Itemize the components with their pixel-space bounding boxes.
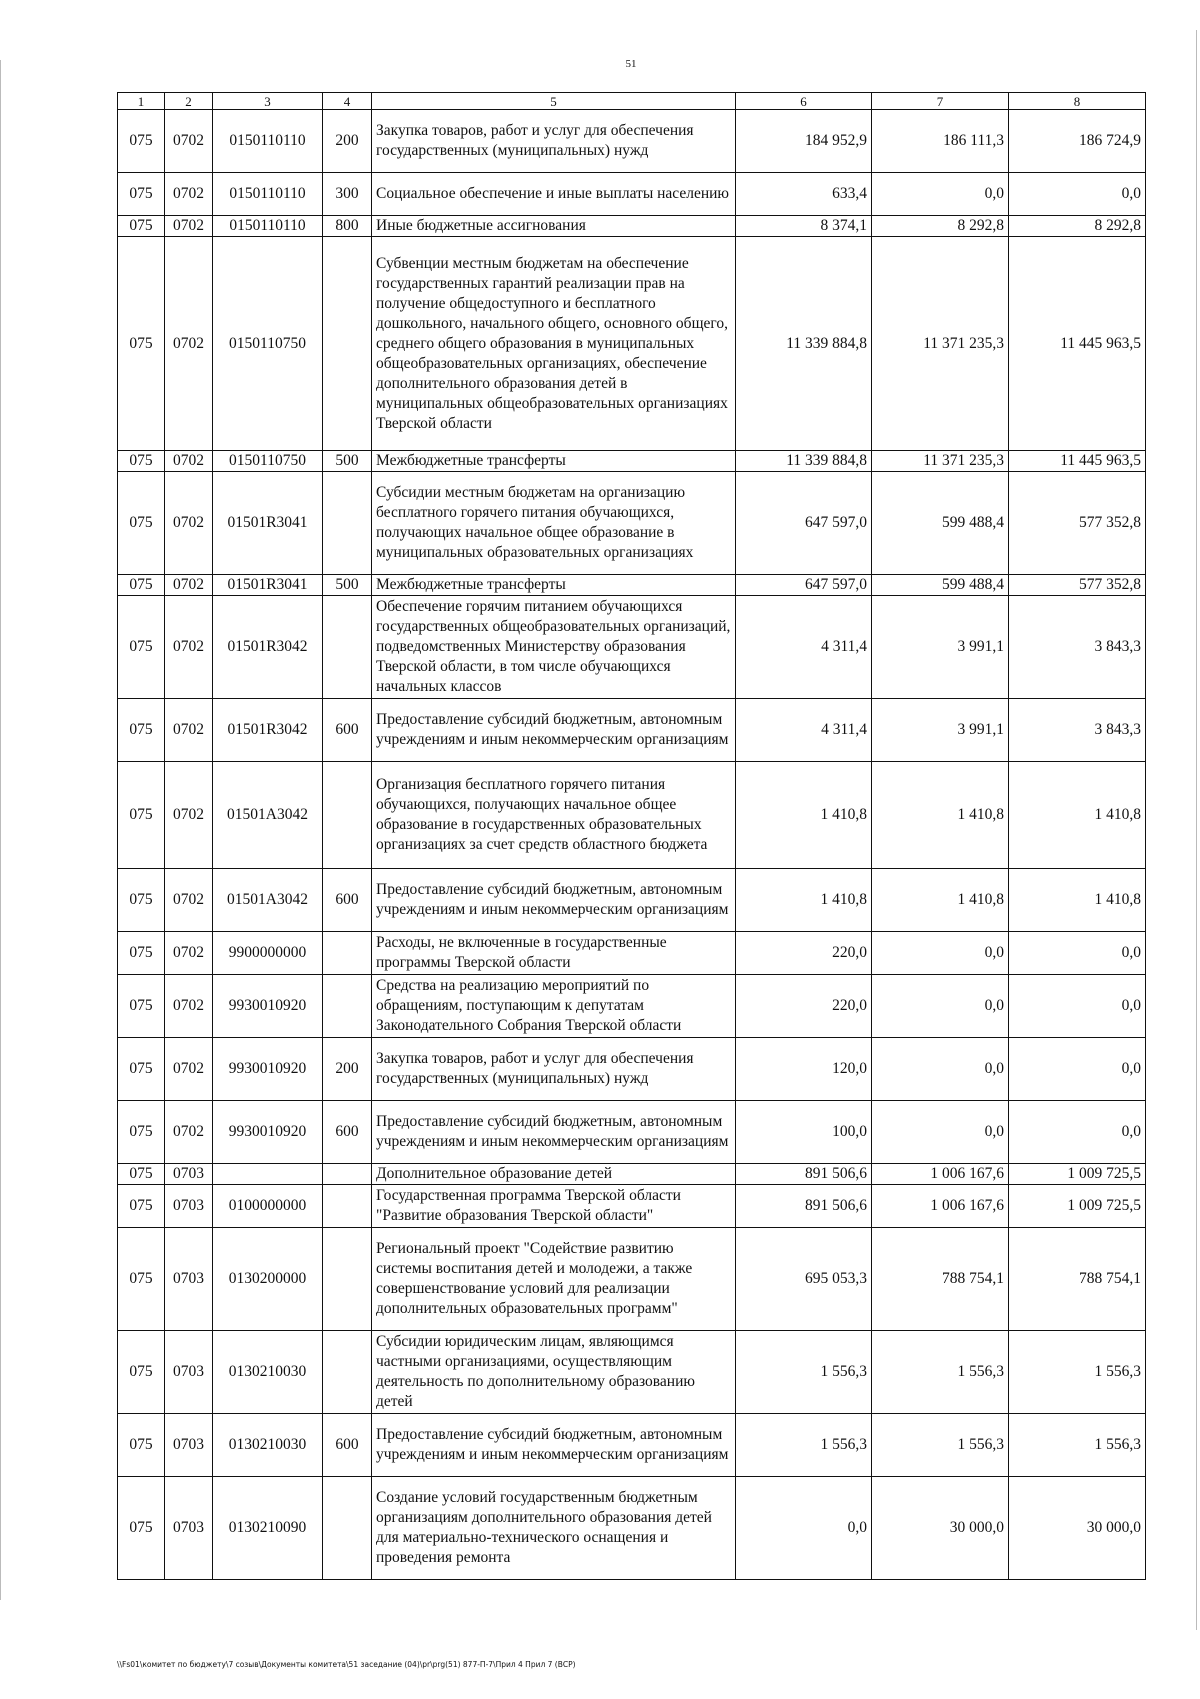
cell-description: Предоставление субсидий бюджетным, автономным учреждениям и иным некоммерческим организациям	[372, 869, 736, 932]
table-row	[118, 1185, 1146, 1228]
table-row	[118, 575, 1146, 596]
table-row	[118, 237, 1146, 451]
cell-amount-year2: 0,0	[872, 173, 1009, 216]
cell-target-article-code: 01501R3042	[213, 596, 323, 699]
table-row	[118, 1477, 1146, 1580]
cell-target-article-code: 9900000000	[213, 932, 323, 975]
cell-description: Обеспечение горячим питанием обучающихся государственных общеобразовательных организаций, подведомственных Министерству образования Тверской области, в том числе обучающихся начальных классов	[372, 596, 736, 699]
table-row	[118, 1164, 1146, 1185]
cell-description: Социальное обеспечение и иные выплаты населению	[372, 173, 736, 216]
cell-section-code: 0702	[165, 110, 213, 173]
cell-chapter-code: 075	[118, 1414, 165, 1477]
table-row	[118, 1228, 1146, 1331]
cell-chapter-code: 075	[118, 110, 165, 173]
cell-amount-year3: 0,0	[1009, 1038, 1146, 1101]
cell-description: Субсидии местным бюджетам на организацию бесплатного горячего питания обучающихся, получающих начальное общее образование в муниципальных образовательных организациях	[372, 472, 736, 575]
cell-expense-type-code: 600	[323, 869, 372, 932]
cell-target-article-code: 0130210090	[213, 1477, 323, 1580]
cell-amount-year2: 8 292,8	[872, 216, 1009, 237]
cell-section-code: 0702	[165, 451, 213, 472]
cell-section-code: 0702	[165, 1038, 213, 1101]
cell-description: Организация бесплатного горячего питания обучающихся, получающих начальное общее образование в государственных образовательных организациях за счет средств областного бюджета	[372, 762, 736, 869]
cell-amount-year3: 788 754,1	[1009, 1228, 1146, 1331]
cell-amount-year1: 1 556,3	[736, 1331, 872, 1414]
cell-section-code: 0702	[165, 975, 213, 1038]
cell-expense-type-code	[323, 472, 372, 575]
cell-chapter-code: 075	[118, 762, 165, 869]
cell-amount-year1: 100,0	[736, 1101, 872, 1164]
cell-amount-year3: 186 724,9	[1009, 110, 1146, 173]
cell-expense-type-code	[323, 762, 372, 869]
cell-target-article-code: 0150110750	[213, 451, 323, 472]
cell-amount-year1: 891 506,6	[736, 1164, 872, 1185]
cell-expense-type-code: 500	[323, 451, 372, 472]
cell-section-code: 0702	[165, 699, 213, 762]
cell-target-article-code: 9930010920	[213, 975, 323, 1038]
cell-section-code: 0703	[165, 1185, 213, 1228]
cell-amount-year3: 1 009 725,5	[1009, 1185, 1146, 1228]
cell-chapter-code: 075	[118, 1477, 165, 1580]
cell-description: Предоставление субсидий бюджетным, автономным учреждениям и иным некоммерческим организациям	[372, 1414, 736, 1477]
cell-expense-type-code	[323, 237, 372, 451]
cell-description: Закупка товаров, работ и услуг для обеспечения государственных (муниципальных) нужд	[372, 110, 736, 173]
column-header-8: 8	[1009, 93, 1146, 110]
cell-target-article-code: 9930010920	[213, 1038, 323, 1101]
cell-amount-year2: 1 556,3	[872, 1414, 1009, 1477]
cell-amount-year1: 4 311,4	[736, 596, 872, 699]
page-number: 51	[625, 58, 637, 70]
cell-expense-type-code	[323, 1477, 372, 1580]
cell-chapter-code: 075	[118, 1101, 165, 1164]
cell-amount-year1: 4 311,4	[736, 699, 872, 762]
cell-section-code: 0702	[165, 1101, 213, 1164]
cell-section-code: 0702	[165, 173, 213, 216]
cell-description: Предоставление субсидий бюджетным, автономным учреждениям и иным некоммерческим организациям	[372, 699, 736, 762]
cell-expense-type-code	[323, 596, 372, 699]
cell-target-article-code: 0130210030	[213, 1414, 323, 1477]
cell-amount-year1: 1 410,8	[736, 869, 872, 932]
cell-amount-year3: 3 843,3	[1009, 699, 1146, 762]
table-row	[118, 1414, 1146, 1477]
cell-expense-type-code: 500	[323, 575, 372, 596]
table-row	[118, 216, 1146, 237]
cell-section-code: 0702	[165, 472, 213, 575]
cell-amount-year1: 633,4	[736, 173, 872, 216]
cell-section-code: 0702	[165, 237, 213, 451]
cell-description: Дополнительное образование детей	[372, 1164, 736, 1185]
table-header	[118, 93, 1146, 110]
cell-chapter-code: 075	[118, 237, 165, 451]
cell-amount-year2: 0,0	[872, 1101, 1009, 1164]
table-row	[118, 869, 1146, 932]
cell-description: Создание условий государственным бюджетным организациям дополнительного образования детей для материально-технического оснащения и проведения ремонта	[372, 1477, 736, 1580]
cell-amount-year3: 0,0	[1009, 932, 1146, 975]
column-header-2: 2	[165, 93, 213, 110]
table-row	[118, 699, 1146, 762]
cell-section-code: 0702	[165, 869, 213, 932]
cell-expense-type-code: 200	[323, 1038, 372, 1101]
table-row	[118, 110, 1146, 173]
cell-amount-year2: 1 006 167,6	[872, 1185, 1009, 1228]
cell-amount-year2: 788 754,1	[872, 1228, 1009, 1331]
column-header-4: 4	[323, 93, 372, 110]
cell-expense-type-code: 600	[323, 699, 372, 762]
cell-amount-year2: 1 556,3	[872, 1331, 1009, 1414]
cell-amount-year1: 1 410,8	[736, 762, 872, 869]
table-row	[118, 596, 1146, 699]
cell-amount-year3: 577 352,8	[1009, 575, 1146, 596]
cell-amount-year2: 599 488,4	[872, 575, 1009, 596]
cell-expense-type-code	[323, 1331, 372, 1414]
cell-chapter-code: 075	[118, 699, 165, 762]
cell-amount-year3: 0,0	[1009, 975, 1146, 1038]
cell-amount-year2: 1 410,8	[872, 762, 1009, 869]
scan-edge-line	[1196, 30, 1197, 1630]
table-row	[118, 1038, 1146, 1101]
cell-amount-year2: 30 000,0	[872, 1477, 1009, 1580]
cell-expense-type-code: 600	[323, 1414, 372, 1477]
cell-chapter-code: 075	[118, 1228, 165, 1331]
cell-section-code: 0702	[165, 762, 213, 869]
cell-amount-year2: 3 991,1	[872, 699, 1009, 762]
cell-amount-year1: 695 053,3	[736, 1228, 872, 1331]
cell-description: Иные бюджетные ассигнования	[372, 216, 736, 237]
cell-chapter-code: 075	[118, 932, 165, 975]
cell-section-code: 0703	[165, 1477, 213, 1580]
cell-target-article-code: 0150110110	[213, 173, 323, 216]
cell-amount-year2: 0,0	[872, 1038, 1009, 1101]
cell-target-article-code: 0150110750	[213, 237, 323, 451]
cell-amount-year2: 3 991,1	[872, 596, 1009, 699]
budget-table	[117, 92, 1146, 1580]
cell-amount-year3: 0,0	[1009, 173, 1146, 216]
table-row	[118, 1101, 1146, 1164]
cell-amount-year1: 891 506,6	[736, 1185, 872, 1228]
cell-amount-year3: 577 352,8	[1009, 472, 1146, 575]
header-row	[118, 93, 1146, 110]
cell-chapter-code: 075	[118, 173, 165, 216]
cell-expense-type-code	[323, 1164, 372, 1185]
column-header-5: 5	[372, 93, 736, 110]
cell-amount-year2: 1 006 167,6	[872, 1164, 1009, 1185]
cell-amount-year2: 0,0	[872, 932, 1009, 975]
table-row	[118, 472, 1146, 575]
cell-description: Закупка товаров, работ и услуг для обеспечения государственных (муниципальных) нужд	[372, 1038, 736, 1101]
column-header-6: 6	[736, 93, 872, 110]
cell-target-article-code: 0130200000	[213, 1228, 323, 1331]
cell-description: Расходы, не включенные в государственные программы Тверской области	[372, 932, 736, 975]
table-row	[118, 762, 1146, 869]
cell-section-code: 0702	[165, 596, 213, 699]
cell-amount-year3: 1 556,3	[1009, 1331, 1146, 1414]
table-row	[118, 173, 1146, 216]
table-row	[118, 451, 1146, 472]
column-header-1: 1	[118, 93, 165, 110]
cell-chapter-code: 075	[118, 596, 165, 699]
cell-amount-year1: 11 339 884,8	[736, 237, 872, 451]
table-row	[118, 975, 1146, 1038]
cell-target-article-code: 9930010920	[213, 1101, 323, 1164]
cell-section-code: 0703	[165, 1228, 213, 1331]
cell-expense-type-code	[323, 1228, 372, 1331]
cell-section-code: 0703	[165, 1164, 213, 1185]
cell-expense-type-code: 600	[323, 1101, 372, 1164]
cell-amount-year3: 1 009 725,5	[1009, 1164, 1146, 1185]
cell-target-article-code: 01501A3042	[213, 762, 323, 869]
cell-section-code: 0703	[165, 1414, 213, 1477]
cell-description: Межбюджетные трансферты	[372, 451, 736, 472]
cell-amount-year2: 11 371 235,3	[872, 237, 1009, 451]
cell-amount-year3: 11 445 963,5	[1009, 237, 1146, 451]
cell-chapter-code: 075	[118, 975, 165, 1038]
cell-amount-year1: 184 952,9	[736, 110, 872, 173]
column-header-3: 3	[213, 93, 323, 110]
cell-chapter-code: 075	[118, 1164, 165, 1185]
cell-description: Государственная программа Тверской области "Развитие образования Тверской области"	[372, 1185, 736, 1228]
cell-description: Межбюджетные трансферты	[372, 575, 736, 596]
cell-target-article-code: 0150110110	[213, 110, 323, 173]
scan-edge-line	[0, 60, 1, 1600]
cell-description: Средства на реализацию мероприятий по обращениям, поступающим к депутатам Законодательного Собрания Тверской области	[372, 975, 736, 1038]
table-body	[118, 110, 1146, 1580]
cell-amount-year3: 30 000,0	[1009, 1477, 1146, 1580]
cell-target-article-code: 01501R3041	[213, 472, 323, 575]
cell-amount-year2: 186 111,3	[872, 110, 1009, 173]
cell-amount-year1: 1 556,3	[736, 1414, 872, 1477]
table-row	[118, 932, 1146, 975]
cell-expense-type-code	[323, 1185, 372, 1228]
cell-amount-year1: 220,0	[736, 932, 872, 975]
cell-amount-year1: 8 374,1	[736, 216, 872, 237]
cell-description: Субсидии юридическим лицам, являющимся частными организациями, осуществляющим деятельность по дополнительному образованию детей	[372, 1331, 736, 1414]
cell-chapter-code: 075	[118, 575, 165, 596]
cell-section-code: 0702	[165, 932, 213, 975]
budget-table-container	[117, 92, 1145, 1580]
cell-section-code: 0703	[165, 1331, 213, 1414]
cell-amount-year3: 1 410,8	[1009, 762, 1146, 869]
cell-amount-year3: 8 292,8	[1009, 216, 1146, 237]
cell-amount-year1: 11 339 884,8	[736, 451, 872, 472]
cell-chapter-code: 075	[118, 869, 165, 932]
cell-expense-type-code	[323, 975, 372, 1038]
cell-amount-year1: 220,0	[736, 975, 872, 1038]
cell-chapter-code: 075	[118, 1331, 165, 1414]
cell-section-code: 0702	[165, 216, 213, 237]
cell-target-article-code: 0130210030	[213, 1331, 323, 1414]
cell-target-article-code	[213, 1164, 323, 1185]
column-header-7: 7	[872, 93, 1009, 110]
cell-amount-year2: 1 410,8	[872, 869, 1009, 932]
cell-chapter-code: 075	[118, 1185, 165, 1228]
cell-amount-year1: 647 597,0	[736, 575, 872, 596]
cell-amount-year1: 647 597,0	[736, 472, 872, 575]
cell-description: Субвенции местным бюджетам на обеспечение государственных гарантий реализации прав на получение общедоступного и бесплатного дошкольного, начального общего, основного общего, среднего общего образования в муниципальных общеобразовательных организациях, обеспечение дополнительного образования детей в муниципальных общеобразовательных организациях Тверской области	[372, 237, 736, 451]
cell-description: Предоставление субсидий бюджетным, автономным учреждениям и иным некоммерческим организациям	[372, 1101, 736, 1164]
footer-file-path: \\Fs01\комитет по бюджету\7 созыв\Документы комитета\51 заседание (04)\pr\prg(51) 877-П-7\Прил 4 Прил 7 (ВСР)	[117, 1660, 576, 1669]
cell-amount-year3: 11 445 963,5	[1009, 451, 1146, 472]
cell-description: Региональный проект "Содействие развитию системы воспитания детей и молодежи, а также совершенствование условий для реализации дополнительных образовательных программ"	[372, 1228, 736, 1331]
cell-amount-year3: 1 410,8	[1009, 869, 1146, 932]
cell-target-article-code: 0100000000	[213, 1185, 323, 1228]
cell-amount-year3: 3 843,3	[1009, 596, 1146, 699]
cell-target-article-code: 0150110110	[213, 216, 323, 237]
cell-chapter-code: 075	[118, 472, 165, 575]
cell-expense-type-code: 300	[323, 173, 372, 216]
table-row	[118, 1331, 1146, 1414]
cell-amount-year3: 0,0	[1009, 1101, 1146, 1164]
cell-amount-year1: 0,0	[736, 1477, 872, 1580]
cell-chapter-code: 075	[118, 216, 165, 237]
cell-chapter-code: 075	[118, 451, 165, 472]
cell-amount-year2: 0,0	[872, 975, 1009, 1038]
cell-amount-year1: 120,0	[736, 1038, 872, 1101]
cell-amount-year3: 1 556,3	[1009, 1414, 1146, 1477]
cell-expense-type-code	[323, 932, 372, 975]
cell-target-article-code: 01501A3042	[213, 869, 323, 932]
cell-amount-year2: 11 371 235,3	[872, 451, 1009, 472]
cell-chapter-code: 075	[118, 1038, 165, 1101]
cell-amount-year2: 599 488,4	[872, 472, 1009, 575]
cell-target-article-code: 01501R3042	[213, 699, 323, 762]
cell-section-code: 0702	[165, 575, 213, 596]
cell-expense-type-code: 200	[323, 110, 372, 173]
cell-expense-type-code: 800	[323, 216, 372, 237]
cell-target-article-code: 01501R3041	[213, 575, 323, 596]
